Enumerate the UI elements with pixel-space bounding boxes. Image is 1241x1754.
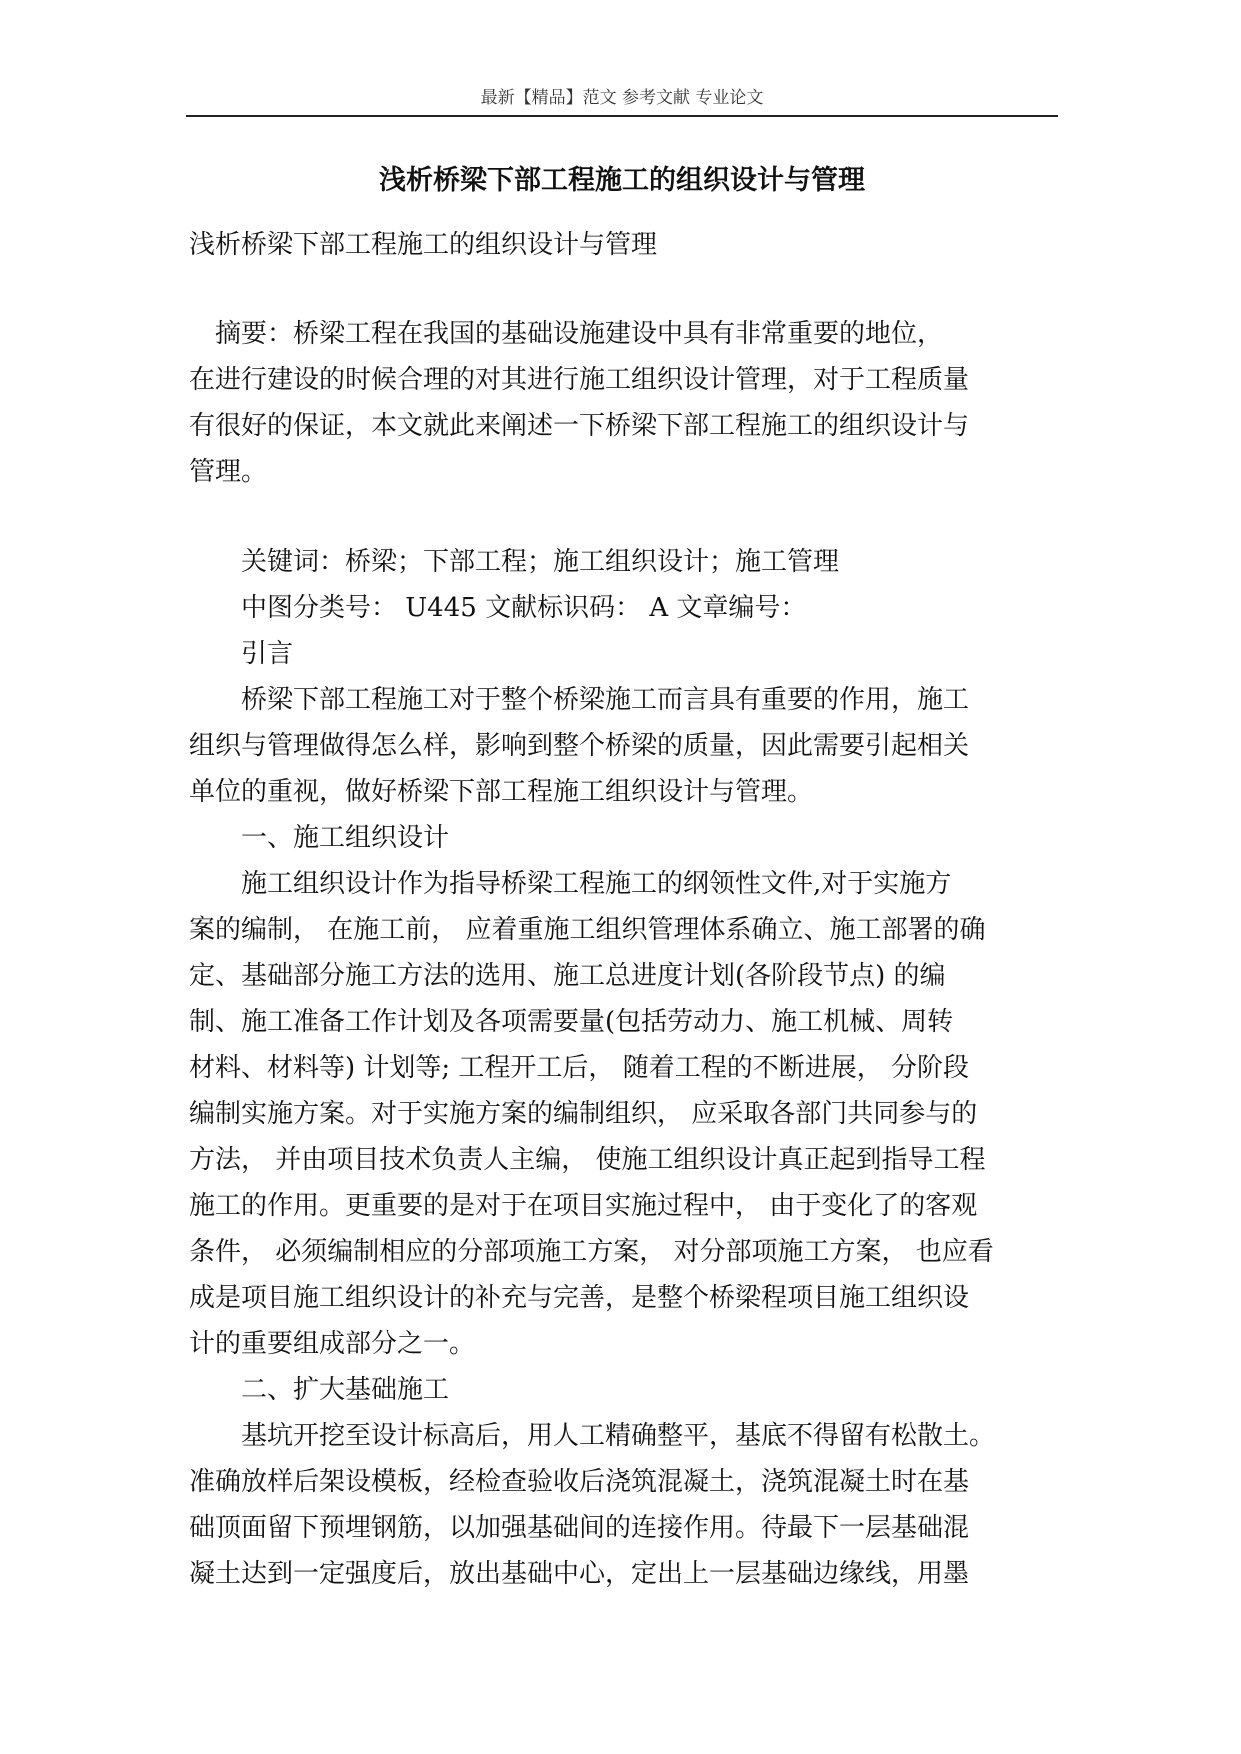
body-line: 准确放样后架设模板，经检查验收后浇筑混凝土，浇筑混凝土时在基 xyxy=(189,1467,970,1497)
abstract-line: 管理。 xyxy=(189,457,268,487)
body-line: 基坑开挖至设计标高后，用人工精确整平，基底不得留有松散土。 xyxy=(189,1421,996,1451)
document-title: 浅析桥梁下部工程施工的组织设计与管理 xyxy=(379,165,865,196)
body-line: 成是项目施工组织设计的补充与完善，是整个桥梁程项目施工组织设 xyxy=(189,1283,970,1313)
section-heading: 一、施工组织设计 xyxy=(189,823,450,853)
body-line: 桥梁下部工程施工对于整个桥梁施工而言具有重要的作用，施工 xyxy=(189,685,970,715)
section-heading: 引言 xyxy=(189,639,294,669)
abstract-line: 摘要：桥梁工程在我国的基础设施建设中具有非常重要的地位， xyxy=(189,319,944,349)
body-line: 方法， 并由项目技术负责人主编， 使施工组织设计真正起到指导工程 xyxy=(189,1145,986,1175)
subtitle-line: 浅析桥梁下部工程施工的组织设计与管理 xyxy=(189,230,658,260)
page-header: 最新【精品】范文 参考文献 专业论文 xyxy=(480,88,764,108)
body-line: 案的编制， 在施工前， 应着重施工组织管理体系确立、施工部署的确 xyxy=(189,915,986,945)
body-line: 制、施工准备工作计划及各项需要量(包括劳动力、施工机械、周转 xyxy=(189,1007,954,1037)
body-line: 础顶面留下预埋钢筋，以加强基础间的连接作用。待最下一层基础混 xyxy=(189,1513,970,1543)
body-line: 计的重要组成部分之一。 xyxy=(189,1329,476,1359)
body-line: 组织与管理做得怎么样，影响到整个桥梁的质量，因此需要引起相关 xyxy=(189,731,970,761)
body-line: 定、基础部分施工方法的选用、施工总进度计划(各阶段节点) 的编 xyxy=(189,961,946,991)
body-line: 凝土达到一定强度后，放出基础中心，定出上一层基础边缘线，用墨 xyxy=(189,1559,970,1589)
body-line: 材料、材料等) 计划等; 工程开工后， 随着工程的不断进展， 分阶段 xyxy=(189,1053,969,1083)
body-line: 条件， 必须编制相应的分部项施工方案， 对分部项施工方案， 也应看 xyxy=(189,1237,994,1267)
classification-line: 中图分类号： U445 文献标识码： A 文章编号： xyxy=(189,593,807,623)
keywords-line: 关键词：桥梁；下部工程；施工组织设计；施工管理 xyxy=(189,547,840,577)
body-line: 施工的作用。更重要的是对于在项目实施过程中， 由于变化了的客观 xyxy=(189,1191,978,1221)
section-heading: 二、扩大基础施工 xyxy=(189,1375,450,1405)
body-line: 单位的重视，做好桥梁下部工程施工组织设计与管理。 xyxy=(189,777,814,807)
abstract-line: 有很好的保证，本文就此来阐述一下桥梁下部工程施工的组织设计与 xyxy=(189,411,970,441)
body-line: 施工组织设计作为指导桥梁工程施工的纲领性文件,对于实施方 xyxy=(189,869,952,899)
body-line: 编制实施方案。对于实施方案的编制组织， 应采取各部门共同参与的 xyxy=(189,1099,978,1129)
header-rule xyxy=(186,115,1058,117)
abstract-line: 在进行建设的时候合理的对其进行施工组织设计管理，对于工程质量 xyxy=(189,365,970,395)
